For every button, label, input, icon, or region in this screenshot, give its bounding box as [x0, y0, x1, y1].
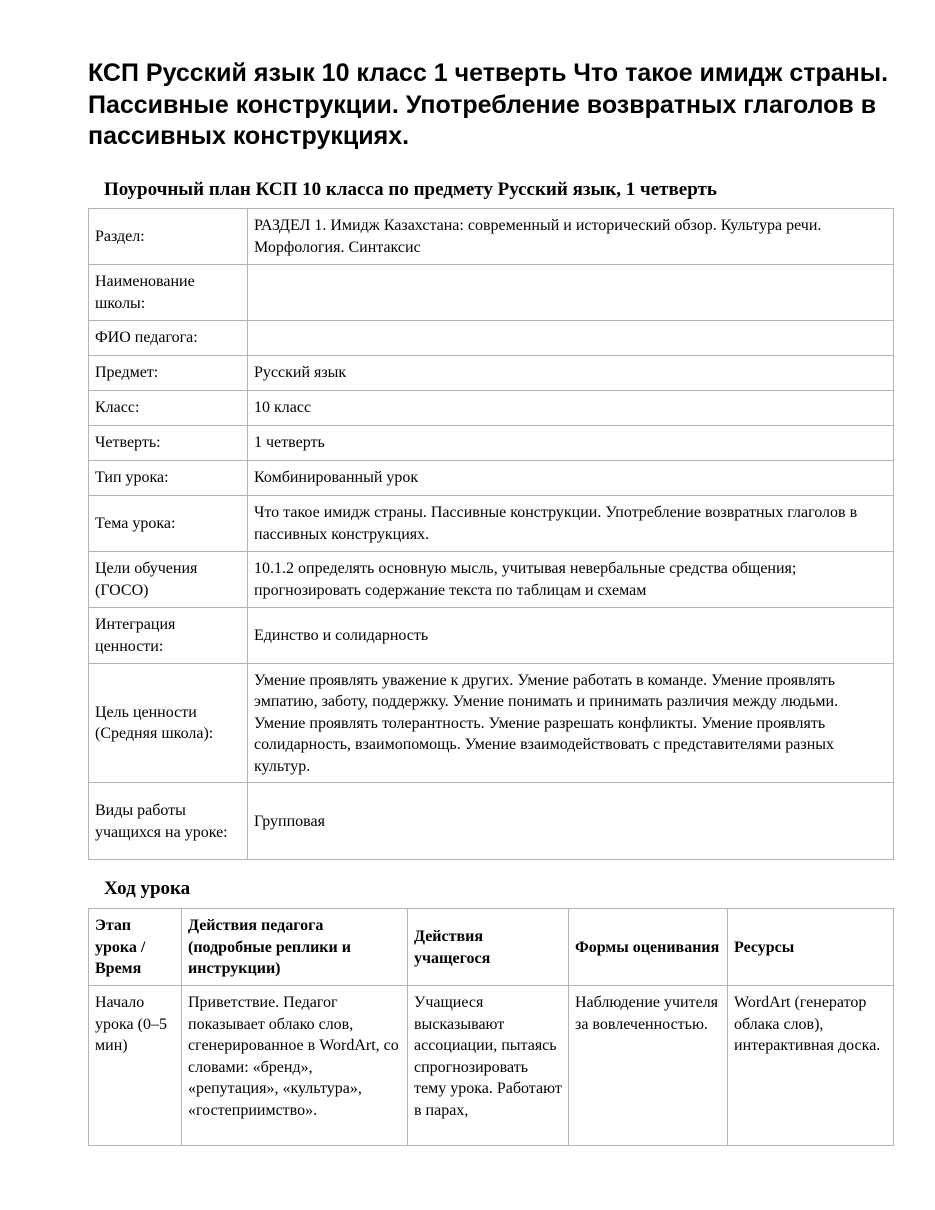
info-row	[89, 663, 894, 783]
info-value	[248, 264, 894, 320]
document-title: КСП Русский язык 10 класс 1 четверть Что такое имидж страны. Пассивные конструкции. Употребление возвратных глаголов в пассивных конструкциях.	[88, 59, 889, 150]
info-value: Единство и солидарность	[248, 607, 894, 663]
info-value: РАЗДЕЛ 1. Имидж Казахстана: современный и исторический обзор. Культура речи. Морфология. Синтаксис	[248, 208, 894, 264]
info-row	[89, 495, 894, 551]
info-label: Класс:	[89, 390, 248, 425]
lesson-info-table	[88, 208, 894, 861]
progress-column-header: Этап урока / Время	[89, 909, 182, 986]
lesson-progress-table	[88, 908, 894, 1146]
info-label: Цель ценности (Средняя школа):	[89, 663, 248, 783]
progress-header-row	[89, 909, 894, 986]
info-row	[89, 264, 894, 320]
progress-cell: Наблюдение учителя за вовлеченностью.	[569, 986, 728, 1146]
plan-heading: Поурочный план КСП 10 класса по предмету Русский язык, 1 четверть	[104, 178, 717, 200]
progress-cell: Начало урока (0–5 мин)	[89, 986, 182, 1146]
document-page	[88, 58, 893, 1146]
progress-cell: WordArt (генератор облака слов), интерактивная доска.	[728, 986, 894, 1146]
progress-column-header: Формы оценивания	[569, 909, 728, 986]
info-label: Цели обучения (ГОСО)	[89, 551, 248, 607]
info-row	[89, 208, 894, 264]
progress-column-header: Действия педагога (подробные реплики и инструкции)	[182, 909, 408, 986]
info-row	[89, 390, 894, 425]
info-label: Четверть:	[89, 425, 248, 460]
info-label: ФИО педагога:	[89, 320, 248, 355]
info-label: Тема урока:	[89, 495, 248, 551]
info-row	[89, 425, 894, 460]
info-label: Наименование школы:	[89, 264, 248, 320]
info-row	[89, 783, 894, 860]
info-row	[89, 355, 894, 390]
info-value: Что такое имидж страны. Пассивные конструкции. Употребление возвратных глаголов в пассивных конструкциях.	[248, 495, 894, 551]
info-label: Предмет:	[89, 355, 248, 390]
info-value: Умение проявлять уважение к других. Умение работать в команде. Умение проявлять эмпатию, заботу, поддержку. Умение понимать и принимать различия между людьми. Умение проявлять толерантность. Умение разрешать конфликты. Умение проявлять солидарность, взаимопомощь. Умение взаимодействовать с представителями разных культур.	[248, 663, 894, 783]
info-value	[248, 320, 894, 355]
progress-cell: Учащиеся высказывают ассоциации, пытаясь спрогнозировать тему урока. Работают в парах,	[408, 986, 569, 1146]
info-label: Интеграция ценности:	[89, 607, 248, 663]
progress-column-header: Действия учащегося	[408, 909, 569, 986]
info-value: Русский язык	[248, 355, 894, 390]
progress-row	[89, 986, 894, 1146]
info-value: 10 класс	[248, 390, 894, 425]
info-row	[89, 551, 894, 607]
info-value: 1 четверть	[248, 425, 894, 460]
info-row	[89, 460, 894, 495]
progress-column-header: Ресурсы	[728, 909, 894, 986]
info-value: Групповая	[248, 783, 894, 860]
info-row	[89, 607, 894, 663]
info-row	[89, 320, 894, 355]
info-value: 10.1.2 определять основную мысль, учитывая невербальные средства общения; прогнозировать содержание текста по таблицам и схемам	[248, 551, 894, 607]
info-label: Виды работы учащихся на уроке:	[89, 783, 248, 860]
progress-cell: Приветствие. Педагог показывает облако слов, сгенерированное в WordArt, со словами: «бренд», «репутация», «культура», «гостеприимство».	[182, 986, 408, 1146]
info-value: Комбинированный урок	[248, 460, 894, 495]
progress-heading: Ход урока	[104, 878, 191, 899]
info-label: Раздел:	[89, 208, 248, 264]
info-label: Тип урока:	[89, 460, 248, 495]
